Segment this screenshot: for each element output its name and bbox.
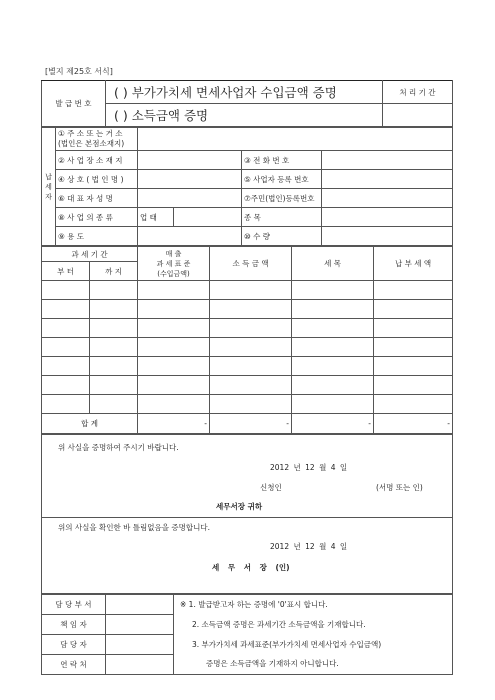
- statement-box: [42, 435, 453, 594]
- from-label: 부 터: [42, 262, 90, 281]
- applicant-label: 신청인: [260, 483, 282, 492]
- category-label: 업 태: [138, 208, 174, 227]
- biz-location-value[interactable]: [138, 151, 242, 170]
- income-label: 소 득 금 액: [210, 247, 292, 281]
- request-day-unit: 일: [339, 463, 348, 472]
- taxpayer-table: [41, 127, 453, 246]
- period-label: 과 세 기 간: [42, 247, 138, 262]
- reg-no-label: ⑤ 사업자 등록 번호: [242, 170, 322, 189]
- staff-label: 담 당 자: [42, 635, 106, 655]
- item-value[interactable]: [322, 208, 453, 227]
- table-row: [42, 319, 453, 338]
- resident-no-label: ⑦주민(법인)등록번호: [242, 189, 322, 208]
- request-year-unit: 년: [293, 463, 301, 472]
- manager-value[interactable]: [106, 615, 174, 635]
- total-sales: -: [138, 414, 210, 434]
- total-item: -: [292, 414, 374, 434]
- resident-no-value[interactable]: [322, 189, 453, 208]
- income-table: [41, 246, 453, 434]
- total-tax: -: [374, 414, 453, 434]
- addressee: 세무서장 귀하: [216, 502, 263, 511]
- reg-no-value[interactable]: [322, 170, 453, 189]
- certification-statement: 위의 사실을 확인한 바 틀림없음을 증명합니다.: [58, 523, 210, 532]
- total-income: -: [210, 414, 292, 434]
- to-label: 까 지: [90, 262, 138, 281]
- item-label: 종 목: [242, 208, 322, 227]
- dept-label: 담 당 부 서: [42, 595, 106, 615]
- issuer-seal: (인): [275, 563, 290, 572]
- rep-name-value[interactable]: [138, 189, 242, 208]
- cert-day-unit: 일: [339, 542, 348, 551]
- quantity-label: ⑩ 수 량: [242, 227, 322, 246]
- sales-label-line2: 과 세 표 준: [156, 259, 191, 268]
- staff-value[interactable]: [106, 635, 174, 655]
- divider: [42, 517, 452, 518]
- sales-label: [138, 247, 210, 281]
- certification-date: [270, 541, 347, 552]
- signature-note: (서명 또는 인): [376, 483, 423, 492]
- manager-label: 책 임 자: [42, 615, 106, 635]
- biz-type-label: ⑧ 사 업 의 종 류: [56, 208, 138, 227]
- quantity-value[interactable]: [322, 227, 453, 246]
- footer-notes: [174, 595, 453, 675]
- sales-label-line1: 매 출: [165, 249, 182, 258]
- purpose-value[interactable]: [138, 227, 242, 246]
- total-label: 합 계: [42, 414, 138, 434]
- header-table: [41, 80, 453, 127]
- address-label-line2: (법인은 본점소재지): [58, 139, 125, 148]
- request-month-unit: 월: [319, 463, 327, 472]
- rep-name-label: ⑥ 대 표 자 성 명: [56, 189, 138, 208]
- biz-location-label: ② 사 업 장 소 재 지: [56, 151, 138, 170]
- note-1: ※ 1. 발급받고자 하는 증명에 '0'표시 합니다.: [180, 600, 328, 609]
- title-income-amount: ( ) 소득금액 증명: [106, 104, 383, 127]
- tax-paid-label: 납 부 세 액: [374, 247, 453, 281]
- issue-no-label: 발 급 번 호: [42, 81, 106, 127]
- dept-value[interactable]: [106, 595, 174, 615]
- footer-table: [41, 594, 453, 675]
- title-vat-exempt-income: ( ) 부가가치세 면세사업자 수입금액 증명: [106, 81, 383, 104]
- contact-label: 연 락 처: [42, 655, 106, 675]
- note-2: 2. 소득금액 증명은 과세기간 소득금액을 기재합니다.: [192, 620, 366, 629]
- phone-label: ③ 전 화 번 호: [242, 151, 322, 170]
- purpose-label: ⑨ 용 도: [56, 227, 138, 246]
- address-label-line1: ① 주 소 또 는 거 소: [58, 129, 123, 138]
- contact-value[interactable]: [106, 655, 174, 675]
- cert-year: 2012: [270, 542, 290, 551]
- category-value[interactable]: [174, 208, 242, 227]
- request-date: [270, 462, 347, 473]
- form-number-label: [별지 제25호 서식]: [45, 67, 113, 76]
- request-statement: 위 사실을 증명하여 주시기 바랍니다.: [58, 443, 179, 452]
- request-day: 4: [330, 463, 336, 472]
- statement-table: [41, 434, 453, 594]
- issuer-name: 세 무 서 장: [212, 563, 267, 572]
- processing-period-value: [383, 104, 453, 127]
- table-row: [42, 281, 453, 300]
- request-month: 12: [305, 463, 315, 472]
- note-3: 3. 부가가치세 과세표준(부가가치세 면세사업자 수입금액): [192, 640, 382, 649]
- table-row: [42, 395, 453, 414]
- table-row: [42, 300, 453, 319]
- request-year: 2012: [270, 463, 290, 472]
- cert-day: 4: [330, 542, 336, 551]
- certificate-form: [41, 80, 453, 675]
- table-row: [42, 338, 453, 357]
- cert-month: 12: [305, 542, 315, 551]
- processing-period-label: 처 리 기 간: [383, 81, 453, 104]
- trade-name-label: ④ 상 호 ( 법 인 명 ): [56, 170, 138, 189]
- table-row: [42, 357, 453, 376]
- address-label: [56, 128, 138, 151]
- cert-year-unit: 년: [293, 542, 301, 551]
- phone-value[interactable]: [322, 151, 453, 170]
- issuer: [212, 562, 290, 573]
- address-value[interactable]: [138, 128, 453, 151]
- table-row: [42, 376, 453, 395]
- note-4: 증명은 소득금액을 기재하지 아니합니다.: [206, 659, 339, 668]
- sales-label-line3: (수입금액): [157, 269, 190, 278]
- trade-name-value[interactable]: [138, 170, 242, 189]
- cert-month-unit: 월: [319, 542, 327, 551]
- tax-item-label: 세 목: [292, 247, 374, 281]
- taxpayer-section-label: 납세자: [42, 128, 56, 246]
